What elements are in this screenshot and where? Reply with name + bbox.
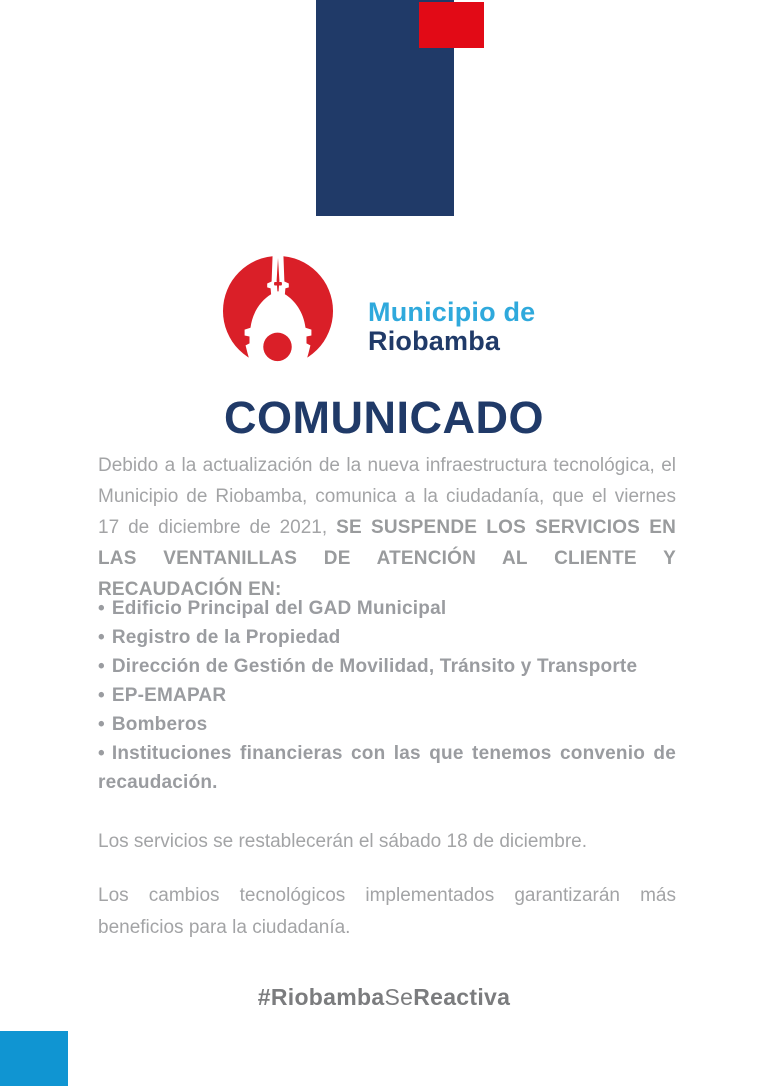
list-item [98,681,676,710]
intro-paragraph [98,450,676,605]
list-item [98,652,676,681]
bullet-icon: • [98,743,105,764]
affected-services-list [98,594,676,797]
riobamba-dome-icon [222,255,334,367]
red-accent-square [419,2,484,48]
logo-wordmark-line2: Riobamba [368,326,501,356]
bullet-icon: • [98,598,105,619]
restore-note: Los servicios se restablecerán el sábado 18 de diciembre. [98,831,587,852]
hashtag-part-regular: Se [384,984,414,1010]
benefits-note: Los cambios tecnológicos implementados garantizarán más beneficios para la ciudadanía. [98,885,676,938]
intro-regular-text: Debido a la actualización de la nueva infraestructura tecnológica, el Municipio de Riobamba, comunica a la ciudadanía, que el viernes 17 de diciembre de 2021, [98,455,676,538]
bullet-icon: • [98,714,105,735]
list-item [98,623,676,652]
list-item-label: Registro de la Propiedad [111,627,341,648]
intro-bold-text: SE SUSPENDE LOS SERVICIOS EN LAS VENTANILLAS DE ATENCIÓN AL CLIENTE Y RECAUDACIÓN EN: [98,517,676,600]
hashtag-part-bold2: Reactiva [413,984,511,1010]
bullet-icon: • [98,685,105,706]
list-item-label: Instituciones financieras con las que tenemos convenio de recaudación. [98,743,676,793]
logo-wordmark [368,298,535,356]
list-item [98,739,676,797]
bullet-icon: • [98,627,105,648]
blue-corner-square [0,1031,68,1086]
list-item-label: EP-EMAPAR [111,685,227,706]
list-item-label: Edificio Principal del GAD Municipal [111,598,447,619]
municipio-logo [222,255,535,367]
list-item-label: Dirección de Gestión de Movilidad, Tránsito y Transporte [111,656,638,677]
list-item [98,594,676,623]
list-item-label: Bomberos [111,714,208,735]
hashtag [0,984,768,1011]
bullet-icon: • [98,656,105,677]
page-title: COMUNICADO [224,392,544,443]
list-item [98,710,676,739]
logo-wordmark-line1: Municipio de [368,297,536,327]
hashtag-part-bold1: #Riobamba [257,984,385,1010]
